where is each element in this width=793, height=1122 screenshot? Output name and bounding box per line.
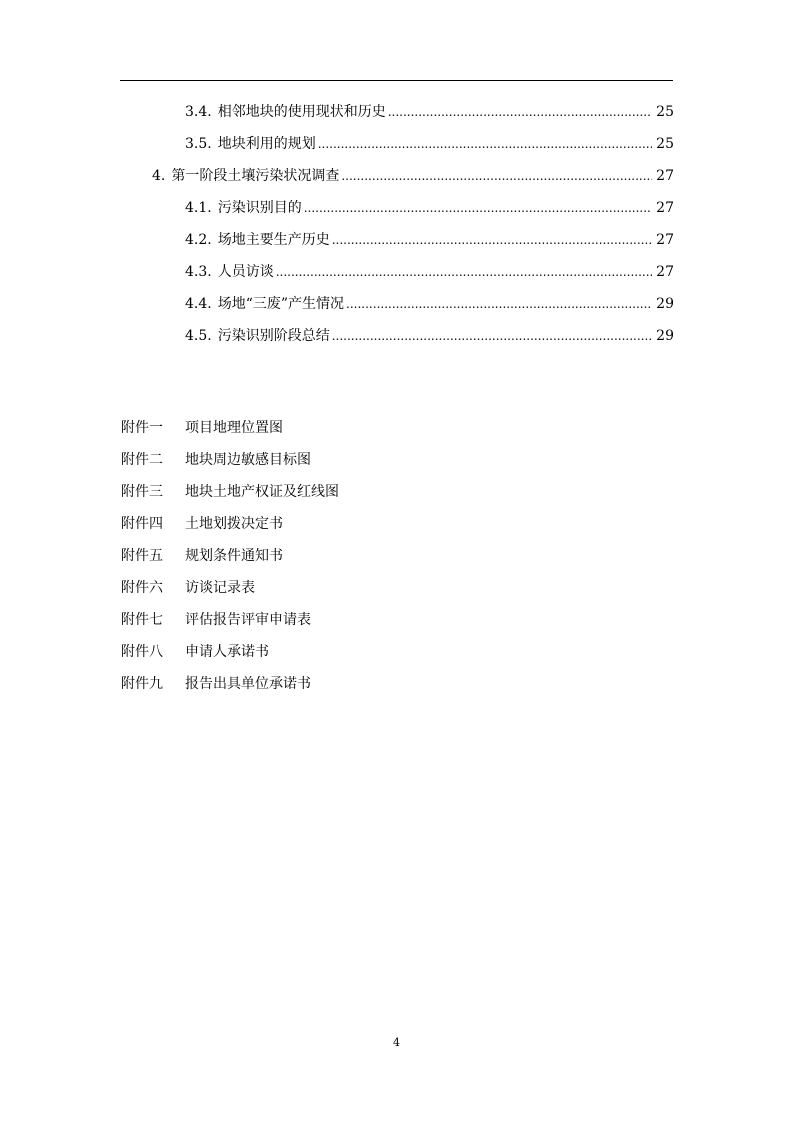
attachment-name: 规划条件通知书	[185, 548, 283, 564]
attachment-name: 申请人承诺书	[185, 644, 269, 660]
toc-entry-page: 25	[656, 104, 674, 120]
toc-entry-title: 相邻地块的使用现状和历史	[217, 104, 386, 120]
toc-entry-4-5[interactable]	[0, 320, 793, 352]
toc-entry-page: 29	[656, 328, 674, 344]
attachment-label: 附件一	[121, 420, 163, 436]
attachment-name: 访谈记录表	[185, 580, 255, 596]
attachment-label: 附件五	[121, 548, 163, 564]
attachment-item	[121, 668, 681, 700]
toc-entry-page: 25	[656, 136, 674, 152]
attachment-item	[121, 572, 681, 604]
attachment-item	[121, 412, 681, 444]
toc-entry-3-4[interactable]	[0, 96, 793, 128]
attachment-list	[121, 412, 681, 700]
attachment-name: 报告出具单位承诺书	[185, 676, 311, 692]
toc-dot-leader	[304, 198, 652, 218]
attachment-label: 附件六	[121, 580, 163, 596]
attachment-label: 附件九	[121, 676, 163, 692]
toc-dot-leader	[276, 262, 652, 282]
toc-entry-number: 4.5.	[185, 328, 212, 344]
toc-entry-title: 污染识别目的	[217, 200, 302, 216]
toc-entry-3-5[interactable]	[0, 128, 793, 160]
attachment-label: 附件四	[121, 516, 163, 532]
table-of-contents	[0, 96, 793, 352]
toc-entry-number: 4.2.	[185, 232, 212, 248]
toc-entry-title: 地块利用的规划	[217, 136, 316, 152]
toc-dot-leader	[318, 134, 652, 154]
toc-entry-page: 27	[656, 232, 674, 248]
attachment-name: 地块周边敏感目标图	[185, 452, 311, 468]
page-number: 4	[393, 1036, 400, 1049]
attachment-label: 附件三	[121, 484, 163, 500]
toc-entry-title: 污染识别阶段总结	[217, 328, 330, 344]
toc-dot-leader	[341, 166, 652, 186]
toc-entry-number: 3.5.	[185, 136, 212, 152]
toc-dot-leader	[332, 326, 652, 346]
toc-entry-number: 4.	[152, 168, 166, 184]
attachment-item	[121, 636, 681, 668]
toc-entry-4-1[interactable]	[0, 192, 793, 224]
header-rule	[120, 80, 673, 81]
attachment-item	[121, 444, 681, 476]
toc-entry-4-4[interactable]	[0, 288, 793, 320]
toc-dot-leader	[346, 294, 652, 314]
toc-entry-4[interactable]	[0, 160, 793, 192]
attachment-label: 附件二	[121, 452, 163, 468]
toc-entry-page: 27	[656, 168, 674, 184]
toc-entry-title: 第一阶段土壤污染状况调查	[171, 168, 340, 184]
attachment-label: 附件八	[121, 644, 163, 660]
toc-entry-title: 人员访谈	[217, 264, 274, 280]
attachment-name: 土地划拨决定书	[185, 516, 283, 532]
attachment-item	[121, 604, 681, 636]
toc-entry-4-3[interactable]	[0, 256, 793, 288]
toc-entry-number: 3.4.	[185, 104, 212, 120]
toc-entry-page: 29	[656, 296, 674, 312]
attachment-item	[121, 476, 681, 508]
toc-entry-title: 场地“三废”产生情况	[217, 296, 345, 312]
toc-dot-leader	[388, 102, 652, 122]
attachment-name: 地块土地产权证及红线图	[185, 484, 339, 500]
toc-entry-number: 4.3.	[185, 264, 212, 280]
toc-entry-4-2[interactable]	[0, 224, 793, 256]
toc-entry-page: 27	[656, 264, 674, 280]
toc-entry-number: 4.1.	[185, 200, 212, 216]
toc-dot-leader	[332, 230, 652, 250]
toc-entry-title: 场地主要生产历史	[217, 232, 330, 248]
toc-entry-page: 27	[656, 200, 674, 216]
attachment-item	[121, 540, 681, 572]
attachment-item	[121, 508, 681, 540]
toc-entry-number: 4.4.	[185, 296, 212, 312]
attachment-label: 附件七	[121, 612, 163, 628]
attachment-name: 项目地理位置图	[185, 420, 283, 436]
attachment-name: 评估报告评审申请表	[185, 612, 311, 628]
